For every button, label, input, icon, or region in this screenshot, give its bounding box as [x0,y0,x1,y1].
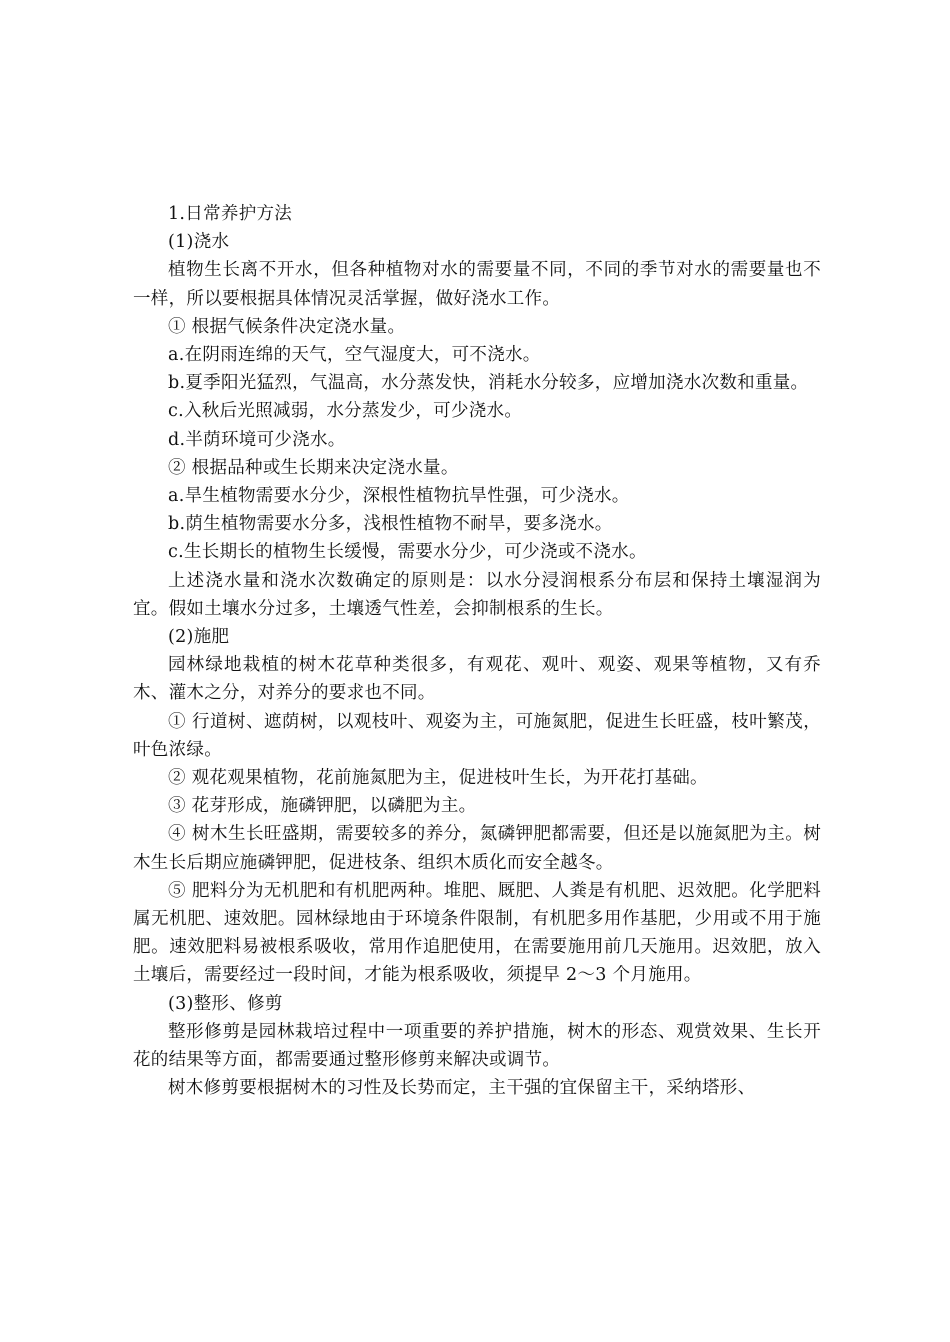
list-item: a.旱生植物需要水分少，深根性植物抗旱性强，可少浇水。 [168,486,630,507]
list-item: ① 根据气候条件决定浇水量。 [168,316,406,337]
list-item: ② 根据品种或生长期来决定浇水量。 [168,457,459,478]
list-item: c.入秋后光照减弱，水分蒸发少，可少浇水。 [168,401,523,422]
paragraph: 上述浇水量和浇水次数确定的原则是：以水分浸润根系分布层和保持土壤湿润为宜。假如土壤水分过多，土壤透气性差，会抑制根系的生长。 [133,570,821,619]
list-item: a.在阴雨连绵的天气，空气湿度大，可不浇水。 [168,345,541,366]
list-item: ① 行道树、遮荫树，以观枝叶、观姿为主，可施氮肥，促进生长旺盛，枝叶繁茂，叶色浓绿。 [133,711,821,760]
subheading-pruning: (3)整形、修剪 [168,993,283,1014]
paragraph: 整形修剪是园林栽培过程中一项重要的养护措施，树木的形态、观赏效果、生长开花的结果等方面，都需要通过整形修剪来解决或调节。 [133,1021,821,1071]
document-body [133,200,821,1103]
paragraph: 园林绿地栽植的树木花草种类很多，有观花、观叶、观姿、观果等植物，又有乔木、灌木之分，对养分的要求也不同。 [133,655,821,704]
list-item: ⑤ 肥料分为无机肥和有机肥两种。堆肥、厩肥、人粪是有机肥、迟效肥。化学肥料属无机肥、速效肥。园林绿地由于环境条件限制，有机肥多用作基肥，少用或不用于施肥。速效肥料易被根系吸收，常用作追肥使用，在需要施用前几天施用。迟效肥，放入土壤后，需要经过一段时间，才能为根系吸收，须提早 2～3 个月施用。 [133,880,821,986]
list-item: d.半荫环境可少浇水。 [168,429,346,450]
list-item: ② 观花观果植物，花前施氮肥为主，促进枝叶生长，为开花打基础。 [168,768,708,789]
paragraph: 植物生长离不开水，但各种植物对水的需要量不同，不同的季节对水的需要量也不一样，所以要根据具体情况灵活掌握，做好浇水工作。 [133,260,821,309]
subheading-watering: (1)浇水 [168,232,230,253]
subheading-fertilizing: (2)施肥 [168,627,230,648]
list-item: ③ 花芽形成，施磷钾肥，以磷肥为主。 [168,796,477,817]
list-item: ④ 树木生长旺盛期，需要较多的养分，氮磷钾肥都需要，但还是以施氮肥为主。树木生长后期应施磷钾肥，促进枝条、组织木质化而安全越冬。 [133,824,821,873]
paragraph: 树木修剪要根据树木的习性及长势而定，主干强的宜保留主干，采纳塔形、 [168,1078,756,1099]
list-item: b.荫生植物需要水分多，浅根性植物不耐旱，要多浇水。 [168,514,613,535]
section-heading-daily-care: 1.日常养护方法 [168,204,293,224]
list-item: c.生长期长的植物生长缓慢，需要水分少，可少浇或不浇水。 [168,542,647,563]
list-item: b.夏季阳光猛烈，气温高，水分蒸发快，消耗水分较多，应增加浇水次数和重量。 [168,373,809,394]
